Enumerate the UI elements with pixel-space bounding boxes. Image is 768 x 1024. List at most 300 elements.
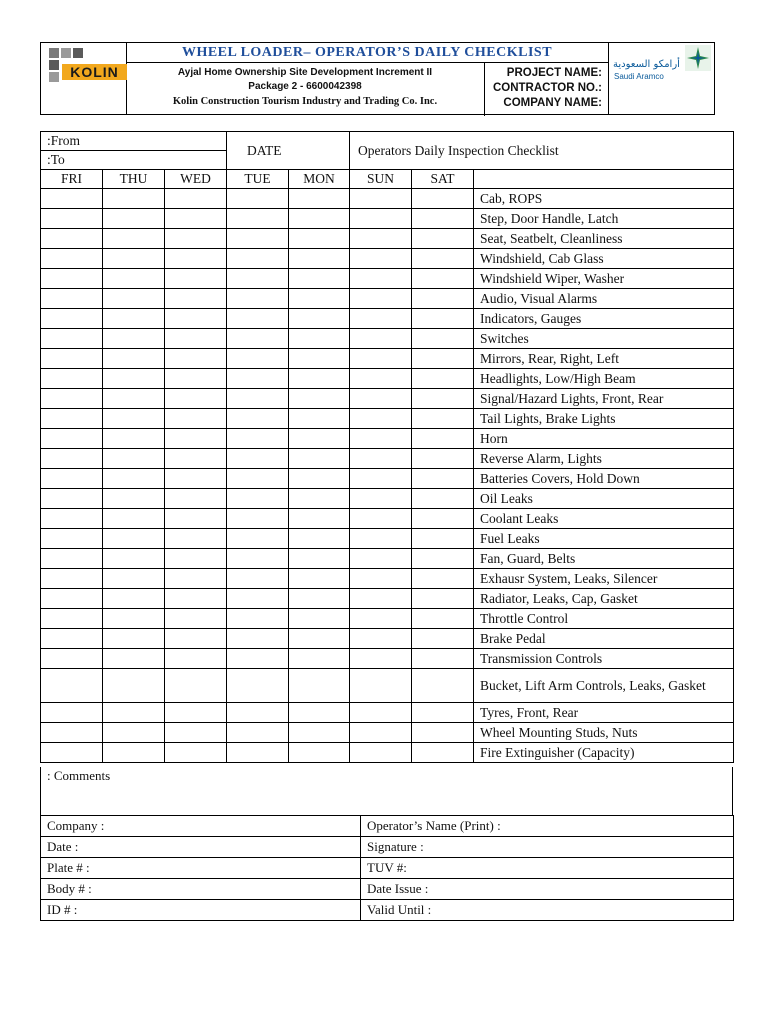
check-cell-tue[interactable] (227, 389, 289, 409)
header-middle (126, 43, 609, 114)
check-cell-mon[interactable] (289, 649, 350, 669)
check-cell-tue[interactable] (227, 369, 289, 389)
comments-label: : Comments (47, 768, 111, 783)
check-cell-thu[interactable] (103, 269, 165, 289)
check-cell-wed[interactable] (165, 429, 227, 449)
table-row (41, 669, 734, 703)
inspection-item-label: Indicators, Gauges (474, 309, 734, 329)
check-cell-mon[interactable] (289, 209, 350, 229)
check-cell-mon[interactable] (289, 703, 350, 723)
check-cell-sun[interactable] (350, 489, 412, 509)
check-cell-mon[interactable] (289, 289, 350, 309)
check-cell-sun[interactable] (350, 629, 412, 649)
check-cell-fri[interactable] (41, 409, 103, 429)
footer-field-left[interactable]: Plate # : (41, 858, 361, 879)
company-line: Kolin Construction Tourism Industry and Trading Co. Inc. (172, 96, 438, 107)
check-cell-tue[interactable] (227, 549, 289, 569)
footer-field-right[interactable]: TUV #: (361, 858, 734, 879)
aramco-english-text: Saudi Aramco (614, 72, 664, 81)
check-cell-fri[interactable] (41, 743, 103, 763)
inspection-item-label: Fuel Leaks (474, 529, 734, 549)
check-cell-wed[interactable] (165, 289, 227, 309)
check-cell-thu[interactable] (103, 249, 165, 269)
check-cell-tue[interactable] (227, 569, 289, 589)
check-cell-sat[interactable] (412, 209, 474, 229)
check-cell-sat[interactable] (412, 469, 474, 489)
check-cell-sun[interactable] (350, 249, 412, 269)
check-cell-mon[interactable] (289, 309, 350, 329)
check-cell-sat[interactable] (412, 529, 474, 549)
check-cell-wed[interactable] (165, 669, 227, 703)
check-cell-sun[interactable] (350, 723, 412, 743)
inspection-item-label: Fan, Guard, Belts (474, 549, 734, 569)
check-cell-mon[interactable] (289, 509, 350, 529)
check-cell-wed[interactable] (165, 569, 227, 589)
check-cell-mon[interactable] (289, 529, 350, 549)
inspection-item-label: Wheel Mounting Studs, Nuts (474, 723, 734, 743)
table-row (41, 649, 734, 669)
inspection-item-label: Mirrors, Rear, Right, Left (474, 349, 734, 369)
check-cell-fri[interactable] (41, 723, 103, 743)
check-cell-fri[interactable] (41, 349, 103, 369)
check-cell-sun[interactable] (350, 549, 412, 569)
item-column-header (474, 170, 734, 189)
inspection-item-label: Coolant Leaks (474, 509, 734, 529)
project-info (126, 63, 485, 116)
check-cell-tue[interactable] (227, 529, 289, 549)
project-line-1: Ayjal Home Ownership Site Development Increment II (177, 67, 433, 78)
check-cell-mon[interactable] (289, 449, 350, 469)
check-cell-sat[interactable] (412, 509, 474, 529)
check-cell-fri[interactable] (41, 289, 103, 309)
check-cell-fri[interactable] (41, 489, 103, 509)
check-cell-mon[interactable] (289, 629, 350, 649)
check-cell-thu[interactable] (103, 409, 165, 429)
table-row (41, 309, 734, 329)
inspection-item-label: Transmission Controls (474, 649, 734, 669)
check-cell-sat[interactable] (412, 609, 474, 629)
from-to-cell[interactable] (41, 132, 227, 170)
check-cell-sun[interactable] (350, 569, 412, 589)
table-row (41, 489, 734, 509)
check-cell-tue[interactable] (227, 469, 289, 489)
check-cell-fri[interactable] (41, 649, 103, 669)
footer-field-left[interactable]: Body # : (41, 879, 361, 900)
table-row (41, 409, 734, 429)
check-cell-tue[interactable] (227, 409, 289, 429)
check-cell-thu[interactable] (103, 309, 165, 329)
check-cell-wed[interactable] (165, 649, 227, 669)
check-cell-fri[interactable] (41, 249, 103, 269)
footer-row (41, 900, 734, 921)
check-cell-mon[interactable] (289, 349, 350, 369)
check-cell-wed[interactable] (165, 629, 227, 649)
check-cell-wed[interactable] (165, 389, 227, 409)
check-cell-tue[interactable] (227, 449, 289, 469)
inspection-item-label: Bucket, Lift Arm Controls, Leaks, Gasket (474, 669, 734, 703)
footer-table (40, 815, 734, 921)
kolin-logo-cell (41, 43, 127, 114)
check-cell-mon[interactable] (289, 469, 350, 489)
check-cell-sun[interactable] (350, 669, 412, 703)
check-cell-sun[interactable] (350, 289, 412, 309)
inspection-item-label: Reverse Alarm, Lights (474, 449, 734, 469)
check-cell-mon[interactable] (289, 229, 350, 249)
check-cell-wed[interactable] (165, 589, 227, 609)
day-header-tue: TUE (227, 170, 289, 189)
check-cell-tue[interactable] (227, 229, 289, 249)
contractor-no-label: CONTRACTOR NO.: (492, 82, 602, 94)
check-cell-sun[interactable] (350, 189, 412, 209)
checklist-table (40, 131, 734, 763)
inspection-item-label: Throttle Control (474, 609, 734, 629)
table-row (41, 743, 734, 763)
check-cell-sun[interactable] (350, 349, 412, 369)
footer-field-right[interactable]: Date Issue : (361, 879, 734, 900)
inspection-item-label: Signal/Hazard Lights, Front, Rear (474, 389, 734, 409)
check-cell-tue[interactable] (227, 209, 289, 229)
check-cell-sat[interactable] (412, 289, 474, 309)
inspection-item-label: Brake Pedal (474, 629, 734, 649)
check-cell-fri[interactable] (41, 569, 103, 589)
check-cell-mon[interactable] (289, 549, 350, 569)
check-cell-fri[interactable] (41, 309, 103, 329)
check-cell-fri[interactable] (41, 329, 103, 349)
check-cell-fri[interactable] (41, 389, 103, 409)
check-cell-fri[interactable] (41, 209, 103, 229)
to-label: :To (47, 152, 65, 167)
check-cell-fri[interactable] (41, 229, 103, 249)
check-cell-sun[interactable] (350, 509, 412, 529)
check-cell-sun[interactable] (350, 389, 412, 409)
check-cell-tue[interactable] (227, 289, 289, 309)
table-row (41, 269, 734, 289)
check-cell-mon[interactable] (289, 723, 350, 743)
check-cell-thu[interactable] (103, 429, 165, 449)
table-row (41, 229, 734, 249)
check-cell-mon[interactable] (289, 743, 350, 763)
check-cell-sun[interactable] (350, 703, 412, 723)
check-cell-fri[interactable] (41, 269, 103, 289)
check-cell-wed[interactable] (165, 409, 227, 429)
check-cell-wed[interactable] (165, 209, 227, 229)
check-cell-tue[interactable] (227, 669, 289, 703)
check-cell-fri[interactable] (41, 429, 103, 449)
check-cell-tue[interactable] (227, 723, 289, 743)
comments-box[interactable] (40, 767, 733, 816)
check-cell-tue[interactable] (227, 509, 289, 529)
footer-row (41, 858, 734, 879)
check-cell-fri[interactable] (41, 703, 103, 723)
check-cell-wed[interactable] (165, 349, 227, 369)
table-row (41, 549, 734, 569)
inspection-item-label: Radiator, Leaks, Cap, Gasket (474, 589, 734, 609)
check-cell-fri[interactable] (41, 609, 103, 629)
table-row (41, 509, 734, 529)
check-cell-tue[interactable] (227, 649, 289, 669)
check-cell-tue[interactable] (227, 309, 289, 329)
check-cell-sat[interactable] (412, 489, 474, 509)
footer-field-right[interactable]: Valid Until : (361, 900, 734, 921)
inspection-item-label: Audio, Visual Alarms (474, 289, 734, 309)
footer-field-left[interactable]: Company : (41, 816, 361, 837)
check-cell-wed[interactable] (165, 229, 227, 249)
check-cell-sun[interactable] (350, 409, 412, 429)
table-row (41, 569, 734, 589)
check-cell-mon[interactable] (289, 409, 350, 429)
check-cell-wed[interactable] (165, 549, 227, 569)
check-cell-sat[interactable] (412, 369, 474, 389)
check-cell-sat[interactable] (412, 229, 474, 249)
check-cell-tue[interactable] (227, 703, 289, 723)
check-cell-thu[interactable] (103, 669, 165, 703)
check-cell-thu[interactable] (103, 549, 165, 569)
check-cell-sat[interactable] (412, 569, 474, 589)
check-cell-sat[interactable] (412, 409, 474, 429)
check-cell-mon[interactable] (289, 609, 350, 629)
day-header-mon: MON (289, 170, 350, 189)
check-cell-sun[interactable] (350, 369, 412, 389)
check-cell-sat[interactable] (412, 549, 474, 569)
check-cell-tue[interactable] (227, 189, 289, 209)
check-cell-thu[interactable] (103, 229, 165, 249)
check-cell-sat[interactable] (412, 723, 474, 743)
document-title: WHEEL LOADER– OPERATOR’S DAILY CHECKLIST (126, 43, 608, 63)
check-cell-tue[interactable] (227, 489, 289, 509)
inspection-item-label: Fire Extinguisher (Capacity) (474, 743, 734, 763)
day-header-wed: WED (165, 170, 227, 189)
check-cell-tue[interactable] (227, 249, 289, 269)
check-cell-thu[interactable] (103, 569, 165, 589)
table-row (41, 703, 734, 723)
check-cell-thu[interactable] (103, 529, 165, 549)
inspection-item-label: Switches (474, 329, 734, 349)
check-cell-fri[interactable] (41, 629, 103, 649)
table-row (41, 329, 734, 349)
inspection-item-label: Oil Leaks (474, 489, 734, 509)
check-cell-sun[interactable] (350, 609, 412, 629)
check-cell-mon[interactable] (289, 369, 350, 389)
check-cell-tue[interactable] (227, 429, 289, 449)
aramco-star-icon (685, 45, 711, 71)
table-row (41, 609, 734, 629)
inspection-item-label: Step, Door Handle, Latch (474, 209, 734, 229)
check-cell-mon[interactable] (289, 589, 350, 609)
check-cell-thu[interactable] (103, 349, 165, 369)
check-cell-wed[interactable] (165, 743, 227, 763)
check-cell-wed[interactable] (165, 449, 227, 469)
check-cell-mon[interactable] (289, 569, 350, 589)
aramco-arabic-text: أرامكو السعودية (613, 59, 680, 70)
check-cell-fri[interactable] (41, 369, 103, 389)
check-cell-fri[interactable] (41, 449, 103, 469)
check-cell-wed[interactable] (165, 529, 227, 549)
footer-field-right[interactable]: Signature : (361, 837, 734, 858)
table-row (41, 289, 734, 309)
check-cell-wed[interactable] (165, 369, 227, 389)
footer-field-left[interactable]: Date : (41, 837, 361, 858)
check-cell-sun[interactable] (350, 743, 412, 763)
check-cell-mon[interactable] (289, 389, 350, 409)
footer-field-left[interactable]: ID # : (41, 900, 361, 921)
table-row (41, 429, 734, 449)
checklist-rows (41, 189, 734, 763)
day-header-sun: SUN (350, 170, 412, 189)
inspection-item-label: Cab, ROPS (474, 189, 734, 209)
table-row (41, 629, 734, 649)
check-cell-sat[interactable] (412, 329, 474, 349)
check-cell-thu[interactable] (103, 743, 165, 763)
inspection-item-label: Batteries Covers, Hold Down (474, 469, 734, 489)
inspection-item-label: Horn (474, 429, 734, 449)
check-cell-thu[interactable] (103, 289, 165, 309)
check-cell-wed[interactable] (165, 269, 227, 289)
check-cell-mon[interactable] (289, 429, 350, 449)
check-cell-tue[interactable] (227, 269, 289, 289)
document-header (40, 42, 715, 115)
check-cell-sat[interactable] (412, 429, 474, 449)
footer-row (41, 879, 734, 900)
check-cell-thu[interactable] (103, 369, 165, 389)
check-cell-sat[interactable] (412, 269, 474, 289)
check-cell-sun[interactable] (350, 429, 412, 449)
table-row (41, 349, 734, 369)
inspection-item-label: Seat, Seatbelt, Cleanliness (474, 229, 734, 249)
check-cell-sat[interactable] (412, 249, 474, 269)
check-cell-sat[interactable] (412, 189, 474, 209)
check-cell-wed[interactable] (165, 489, 227, 509)
check-cell-thu[interactable] (103, 723, 165, 743)
project-line-2: Package 2 - 6600042398 (248, 81, 362, 92)
day-header-sat: SAT (412, 170, 474, 189)
date-label: DATE (227, 132, 350, 170)
check-cell-fri[interactable] (41, 669, 103, 703)
footer-field-right[interactable]: Operator’s Name (Print) : (361, 816, 734, 837)
check-cell-fri[interactable] (41, 509, 103, 529)
check-cell-mon[interactable] (289, 269, 350, 289)
project-name-label: PROJECT NAME: (506, 67, 602, 79)
check-cell-wed[interactable] (165, 469, 227, 489)
check-cell-sun[interactable] (350, 469, 412, 489)
check-cell-sun[interactable] (350, 649, 412, 669)
check-cell-sun[interactable] (350, 229, 412, 249)
check-cell-thu[interactable] (103, 449, 165, 469)
kolin-logo (47, 46, 125, 81)
check-cell-fri[interactable] (41, 469, 103, 489)
check-cell-tue[interactable] (227, 609, 289, 629)
table-row (41, 449, 734, 469)
check-cell-sat[interactable] (412, 649, 474, 669)
check-cell-sun[interactable] (350, 329, 412, 349)
check-cell-sat[interactable] (412, 309, 474, 329)
check-cell-thu[interactable] (103, 469, 165, 489)
day-header-thu: THU (103, 170, 165, 189)
aramco-logo (613, 45, 715, 85)
check-cell-tue[interactable] (227, 629, 289, 649)
check-cell-sat[interactable] (412, 389, 474, 409)
check-cell-sat[interactable] (412, 349, 474, 369)
check-cell-thu[interactable] (103, 703, 165, 723)
check-cell-thu[interactable] (103, 649, 165, 669)
project-labels (485, 63, 608, 116)
table-row (41, 589, 734, 609)
check-cell-fri[interactable] (41, 549, 103, 569)
check-cell-thu[interactable] (103, 589, 165, 609)
footer-row (41, 816, 734, 837)
check-cell-mon[interactable] (289, 489, 350, 509)
days-header-row (41, 170, 734, 189)
check-cell-thu[interactable] (103, 389, 165, 409)
check-cell-sun[interactable] (350, 529, 412, 549)
check-cell-thu[interactable] (103, 189, 165, 209)
table-row (41, 529, 734, 549)
table-row (41, 469, 734, 489)
check-cell-thu[interactable] (103, 329, 165, 349)
check-cell-sat[interactable] (412, 743, 474, 763)
check-cell-sat[interactable] (412, 703, 474, 723)
check-cell-mon[interactable] (289, 189, 350, 209)
check-cell-sun[interactable] (350, 269, 412, 289)
check-cell-thu[interactable] (103, 609, 165, 629)
check-cell-wed[interactable] (165, 189, 227, 209)
inspection-item-label: Windshield Wiper, Washer (474, 269, 734, 289)
check-cell-tue[interactable] (227, 329, 289, 349)
inspection-item-label: Exhausr System, Leaks, Silencer (474, 569, 734, 589)
check-cell-wed[interactable] (165, 249, 227, 269)
check-cell-sun[interactable] (350, 589, 412, 609)
check-cell-sat[interactable] (412, 669, 474, 703)
check-cell-fri[interactable] (41, 189, 103, 209)
checklist-title: Operators Daily Inspection Checklist (350, 132, 734, 170)
table-row (41, 369, 734, 389)
inspection-item-label: Headlights, Low/High Beam (474, 369, 734, 389)
check-cell-fri[interactable] (41, 529, 103, 549)
table-row (41, 249, 734, 269)
inspection-item-label: Windshield, Cab Glass (474, 249, 734, 269)
check-cell-thu[interactable] (103, 509, 165, 529)
check-cell-tue[interactable] (227, 743, 289, 763)
check-cell-wed[interactable] (165, 329, 227, 349)
check-cell-sat[interactable] (412, 589, 474, 609)
check-cell-thu[interactable] (103, 209, 165, 229)
check-cell-mon[interactable] (289, 329, 350, 349)
date-row (41, 132, 734, 170)
check-cell-sun[interactable] (350, 209, 412, 229)
check-cell-sat[interactable] (412, 449, 474, 469)
check-cell-wed[interactable] (165, 703, 227, 723)
check-cell-tue[interactable] (227, 589, 289, 609)
check-cell-wed[interactable] (165, 309, 227, 329)
check-cell-sun[interactable] (350, 449, 412, 469)
check-cell-mon[interactable] (289, 249, 350, 269)
check-cell-thu[interactable] (103, 489, 165, 509)
table-row (41, 389, 734, 409)
check-cell-tue[interactable] (227, 349, 289, 369)
check-cell-wed[interactable] (165, 723, 227, 743)
check-cell-sat[interactable] (412, 629, 474, 649)
inspection-item-label: Tail Lights, Brake Lights (474, 409, 734, 429)
check-cell-sun[interactable] (350, 309, 412, 329)
from-label: :From (41, 132, 226, 151)
table-row (41, 189, 734, 209)
check-cell-wed[interactable] (165, 609, 227, 629)
day-header-fri: FRI (41, 170, 103, 189)
check-cell-mon[interactable] (289, 669, 350, 703)
inspection-item-label: Tyres, Front, Rear (474, 703, 734, 723)
check-cell-fri[interactable] (41, 589, 103, 609)
check-cell-thu[interactable] (103, 629, 165, 649)
check-cell-wed[interactable] (165, 509, 227, 529)
